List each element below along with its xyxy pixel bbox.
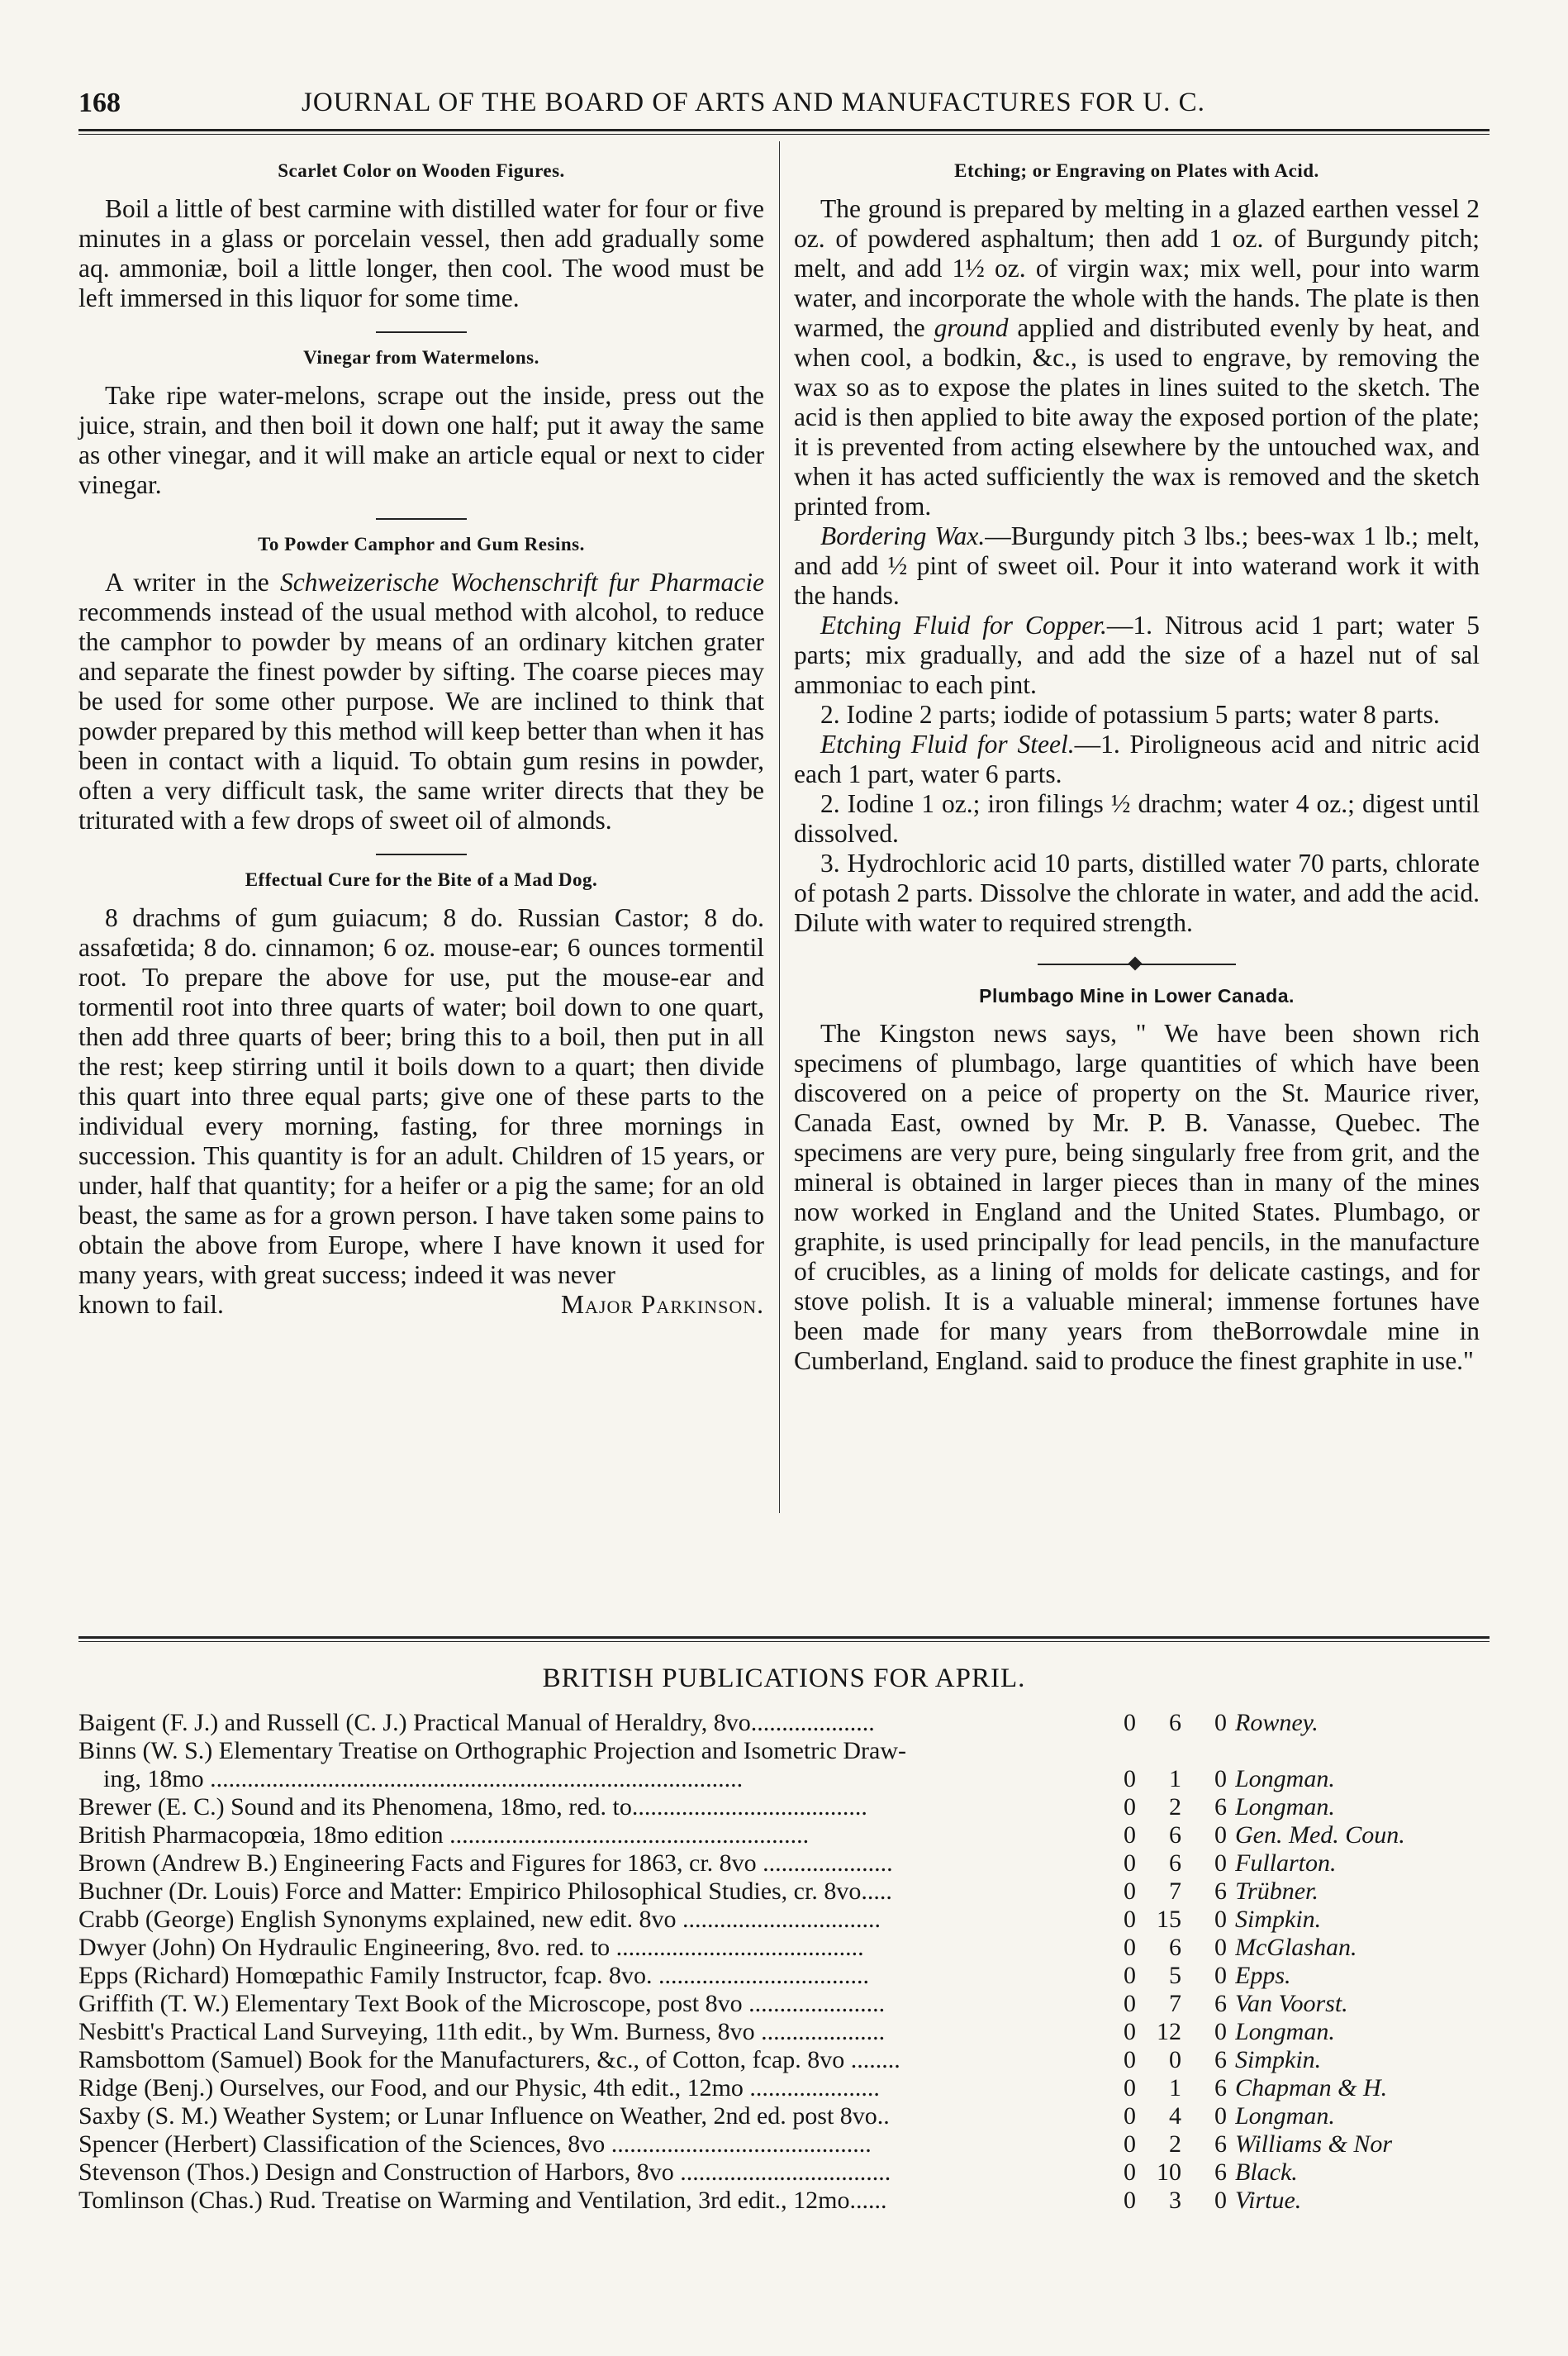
journal-name-italic: Schweizerische Wochenschrift fur Pharmacie bbox=[279, 568, 764, 597]
diamond-ornament-icon bbox=[1128, 957, 1143, 971]
column-divider bbox=[779, 141, 780, 1513]
publication-title: Spencer (Herbert) Classification of the Sciences, 8vo .......................................... bbox=[78, 2130, 872, 2158]
etching-text-end: applied and distributed evenly by heat, and when cool, a bodkin, &c., is used to engrave, by removing the wax so as to expose the plates in lines suited to the sketch. The acid is then applied to bite away the exposed portion of the plate; it is prevented from acting elsewhere by the untouched wax, and when it has acted sufficiently the wax is removed and the sketch printed from. bbox=[794, 313, 1480, 521]
page-header bbox=[78, 83, 1490, 129]
right-column bbox=[794, 146, 1480, 1376]
price-pounds: 0 bbox=[1124, 1849, 1136, 1877]
publication-title: Stevenson (Thos.) Design and Construction of Harbors, 8vo .................................. bbox=[78, 2158, 891, 2186]
price-shillings: 6 bbox=[1169, 1934, 1181, 1961]
publication-publisher: Virtue. bbox=[1235, 2187, 1302, 2214]
publication-publisher: Chapman & H. bbox=[1235, 2074, 1388, 2101]
publication-row bbox=[78, 1709, 1490, 1737]
article-title-vinegar: Vinegar from Watermelons. bbox=[303, 347, 539, 368]
section-divider bbox=[376, 518, 467, 520]
publication-publisher: Trübner. bbox=[1235, 1878, 1319, 1905]
price-pounds: 0 bbox=[1124, 1990, 1136, 2017]
publication-publisher: Fullarton. bbox=[1235, 1849, 1337, 1877]
journal-page bbox=[78, 83, 1490, 2214]
publication-title: British Pharmacopœia, 18mo edition .......................................................... bbox=[78, 1821, 810, 1849]
copper-fluid-paragraph bbox=[794, 611, 1480, 700]
copper-fluid-label: Etching Fluid for Copper. bbox=[820, 611, 1107, 640]
publication-row bbox=[78, 1849, 1490, 1878]
price-pounds: 0 bbox=[1124, 1709, 1136, 1736]
publication-row bbox=[78, 1793, 1490, 1821]
price-shillings: 15 bbox=[1157, 1906, 1181, 1933]
publication-price bbox=[1103, 2102, 1235, 2130]
publication-publisher: Rowney. bbox=[1235, 1709, 1319, 1736]
publication-title: Ridge (Benj.) Ourselves, our Food, and our Physic, 4th edit., 12mo ..................... bbox=[78, 2074, 880, 2101]
price-pence: 6 bbox=[1214, 1990, 1227, 2017]
steel-fluid-recipe-2: 2. Iodine 1 oz.; iron filings ½ drachm; water 4 oz.; digest until dissolved. bbox=[794, 789, 1480, 848]
publication-row bbox=[78, 1737, 1490, 1765]
publications-section bbox=[78, 1636, 1490, 2215]
bordering-wax-paragraph bbox=[794, 521, 1480, 611]
publication-publisher: Williams & Nor bbox=[1235, 2130, 1393, 2158]
price-pence: 0 bbox=[1214, 1849, 1227, 1877]
ornament-divider bbox=[1038, 958, 1236, 971]
publication-title: Dwyer (John) On Hydraulic Engineering, 8vo. red. to ........................................ bbox=[78, 1934, 864, 1961]
publication-row bbox=[78, 2046, 1490, 2074]
price-pence: 0 bbox=[1214, 1934, 1227, 1961]
price-shillings: 7 bbox=[1169, 1990, 1181, 2017]
price-pounds: 0 bbox=[1124, 2187, 1136, 2214]
price-shillings: 5 bbox=[1169, 1962, 1181, 1989]
price-shillings: 12 bbox=[1157, 2018, 1181, 2045]
publication-publisher: Longman. bbox=[1235, 1765, 1335, 1792]
price-pounds: 0 bbox=[1124, 2130, 1136, 2158]
price-shillings: 6 bbox=[1169, 1821, 1181, 1849]
price-pence: 6 bbox=[1214, 2158, 1227, 2186]
section-divider bbox=[376, 331, 467, 333]
publications-heading: BRITISH PUBLICATIONS FOR APRIL. bbox=[542, 1663, 1026, 1693]
price-shillings: 3 bbox=[1169, 2187, 1181, 2214]
publication-row bbox=[78, 1821, 1490, 1849]
publication-publisher: Longman. bbox=[1235, 2018, 1335, 2045]
page-number: 168 bbox=[78, 88, 121, 118]
publication-price bbox=[1103, 1793, 1235, 1821]
price-pounds: 0 bbox=[1124, 1934, 1136, 1961]
price-pounds: 0 bbox=[1124, 1793, 1136, 1821]
publication-row bbox=[78, 2074, 1490, 2102]
price-shillings: 6 bbox=[1169, 1709, 1181, 1736]
publication-publisher: Simpkin. bbox=[1235, 1906, 1322, 1933]
article-title-mad-dog: Effectual Cure for the Bite of a Mad Dog. bbox=[245, 869, 598, 890]
publication-row bbox=[78, 2187, 1490, 2215]
camphor-text-start: A writer in the bbox=[105, 568, 280, 597]
publication-title: Brown (Andrew B.) Engineering Facts and Figures for 1863, cr. 8vo ..................... bbox=[78, 1849, 893, 1877]
publication-publisher: Simpkin. bbox=[1235, 2046, 1322, 2073]
article-body-plumbago: The Kingston news says, " We have been shown rich specimens of plumbago, large quantities of which have been discovered on a peice of property on the St. Maurice river, Canada East, owned by Mr. P. B. Vanasse, Quebec. The specimens are very pure, being singularly free from grit, and the mineral is obtained in larger pieces than in many of the mines now worked in England and the United States. Plumbago, or graphite, is used principally for lead pencils, in the manufacture of crucibles, as a lining of molds for delicate castings, and for stove polish. It is a valuable mineral; immense fortunes have been made for many years from theBorrowdale mine in Cumberland, England. said to produce the finest graphite in use." bbox=[794, 1019, 1480, 1375]
publication-price bbox=[1103, 1934, 1235, 1962]
publication-row bbox=[78, 1906, 1490, 1934]
publication-publisher: Gen. Med. Coun. bbox=[1235, 1821, 1405, 1849]
publication-row bbox=[78, 2130, 1490, 2158]
price-pounds: 0 bbox=[1124, 2074, 1136, 2101]
publication-title: Tomlinson (Chas.) Rud. Treatise on Warming and Ventilation, 3rd edit., 12mo...... bbox=[78, 2187, 887, 2214]
publication-title: Griffith (T. W.) Elementary Text Book of the Microscope, post 8vo ...................... bbox=[78, 1990, 886, 2017]
article-title-plumbago: Plumbago Mine in Lower Canada. bbox=[979, 985, 1295, 1007]
price-pounds: 0 bbox=[1124, 2102, 1136, 2130]
running-title: JOURNAL OF THE BOARD OF ARTS AND MANUFACTURES FOR U. C. bbox=[302, 88, 1205, 117]
price-pence: 0 bbox=[1214, 1821, 1227, 1849]
publication-title: Brewer (E. C.) Sound and its Phenomena, 18mo, red. to...................................... bbox=[78, 1793, 867, 1821]
price-pounds: 0 bbox=[1124, 1962, 1136, 1989]
publication-title: Baigent (F. J.) and Russell (C. J.) Practical Manual of Heraldry, 8vo.................... bbox=[78, 1709, 875, 1736]
article-body-camphor bbox=[78, 568, 764, 835]
article-title-etching: Etching; or Engraving on Plates with Acid. bbox=[954, 160, 1319, 181]
article-columns bbox=[78, 135, 1490, 1556]
publication-row bbox=[78, 1962, 1490, 1990]
price-pence: 0 bbox=[1214, 2018, 1227, 2045]
publication-title: Nesbitt's Practical Land Surveying, 11th edit., by Wm. Burness, 8vo .................... bbox=[78, 2018, 886, 2045]
publication-price bbox=[1103, 1821, 1235, 1849]
publication-title: ing, 18mo ...................................................................................... bbox=[103, 1765, 744, 1792]
price-pence: 0 bbox=[1214, 1709, 1227, 1736]
publication-price bbox=[1103, 2187, 1235, 2215]
publication-title: Epps (Richard) Homœpathic Family Instructor, fcap. 8vo. .................................. bbox=[78, 1962, 869, 1989]
price-pounds: 0 bbox=[1124, 1906, 1136, 1933]
price-pence: 0 bbox=[1214, 1765, 1227, 1792]
price-pence: 6 bbox=[1214, 2046, 1227, 2073]
article-body-scarlet-color: Boil a little of best carmine with distilled water for four or five minutes in a glass or porcelain vessel, then add gradually some aq. ammoniæ, boil a little longer, then cool. The wood must be left immersed in this liquor for some time. bbox=[78, 194, 764, 312]
steel-fluid-recipe-3: 3. Hydrochloric acid 10 parts, distilled water 70 parts, chlorate of potash 2 parts. Dissolve the chlorate in water, and add the acid. Dilute with water to required strength. bbox=[794, 849, 1480, 937]
publication-price bbox=[1103, 1765, 1235, 1793]
price-pence: 0 bbox=[1214, 2102, 1227, 2130]
etching-text-start: The ground is prepared by melting in a glazed earthen vessel 2 oz. of powdered asphaltum; then add 1 oz. of Burgundy pitch; melt, and add 1½ oz. of virgin wax; mix well, pour into warm water, and incorporate the whole with the hands. The plate is then warmed, the bbox=[794, 194, 1480, 342]
price-pence: 6 bbox=[1214, 1878, 1227, 1905]
price-shillings: 2 bbox=[1169, 2130, 1181, 2158]
publication-title: Saxby (S. M.) Weather System; or Lunar Influence on Weather, 2nd ed. post 8vo.. bbox=[78, 2102, 890, 2130]
article-closing-text: known to fail. bbox=[78, 1290, 224, 1319]
publication-row bbox=[78, 1765, 1490, 1793]
article-title-scarlet-color: Scarlet Color on Wooden Figures. bbox=[278, 160, 565, 181]
publication-publisher: Van Voorst. bbox=[1235, 1990, 1348, 2017]
price-pence: 0 bbox=[1214, 1906, 1227, 1933]
price-shillings: 4 bbox=[1169, 2102, 1181, 2130]
publication-row bbox=[78, 2018, 1490, 2046]
bordering-wax-text: —Burgundy pitch 3 lbs.; bees-wax 1 lb.; melt, and add ½ pint of sweet oil. Pour it into waterand work it with the hands. bbox=[794, 521, 1480, 610]
steel-fluid-text: —1. Piroligneous acid and nitric acid each 1 part, water 6 parts. bbox=[794, 730, 1480, 788]
publication-price bbox=[1103, 1906, 1235, 1934]
price-pounds: 0 bbox=[1124, 1878, 1136, 1905]
publication-row bbox=[78, 1878, 1490, 1906]
section-divider bbox=[376, 854, 467, 855]
publication-publisher: McGlashan. bbox=[1235, 1934, 1357, 1961]
price-pounds: 0 bbox=[1124, 1765, 1136, 1792]
price-pence: 6 bbox=[1214, 1793, 1227, 1821]
article-body-vinegar: Take ripe water-melons, scrape out the inside, press out the juice, strain, and then boil it down one half; put it away the same as other vinegar, and it will make an article equal or next to cider vinegar. bbox=[78, 381, 764, 499]
publication-price bbox=[1103, 1849, 1235, 1878]
price-pounds: 0 bbox=[1124, 2018, 1136, 2045]
copper-fluid-text: —1. Nitrous acid 1 part; water 5 parts; mix gradually, and add the size of a hazel nut of sal ammoniac to each pint. bbox=[794, 611, 1480, 699]
publication-price bbox=[1103, 2046, 1235, 2074]
publication-price bbox=[1103, 2158, 1235, 2187]
publication-price bbox=[1103, 2074, 1235, 2102]
price-pence: 0 bbox=[1214, 1962, 1227, 1989]
price-shillings: 10 bbox=[1157, 2158, 1181, 2186]
publication-row bbox=[78, 2102, 1490, 2130]
price-shillings: 7 bbox=[1169, 1878, 1181, 1905]
publication-title: Binns (W. S.) Elementary Treatise on Orthographic Projection and Isometric Draw- bbox=[78, 1737, 907, 1764]
publication-price bbox=[1103, 1709, 1235, 1737]
publication-price bbox=[1103, 2130, 1235, 2158]
publication-publisher: Black. bbox=[1235, 2158, 1298, 2186]
bordering-wax-label: Bordering Wax. bbox=[820, 521, 986, 550]
article-body-etching bbox=[794, 194, 1480, 521]
price-pence: 6 bbox=[1214, 2130, 1227, 2158]
publication-title: Buchner (Dr. Louis) Force and Matter: Empirico Philosophical Studies, cr. 8vo..... bbox=[78, 1878, 892, 1905]
publication-price bbox=[1103, 1962, 1235, 1990]
price-pounds: 0 bbox=[1124, 1821, 1136, 1849]
price-pounds: 0 bbox=[1124, 2158, 1136, 2186]
price-pounds: 0 bbox=[1124, 2046, 1136, 2073]
steel-fluid-label: Etching Fluid for Steel. bbox=[820, 730, 1075, 759]
camphor-text-end: recommends instead of the usual method with alcohol, to reduce the camphor to powder by means of an ordinary kitchen grater and separate the finest powder by sifting. The coarse pieces may be used for some other purpose. We are inclined to think that powder prepared by this method will keep better than when it has been in contact with a liquid. To obtain gum resins in powder, often a very difficult task, the same writer directs that they be triturated with a few drops of sweet oil of almonds. bbox=[78, 597, 764, 835]
header-rule bbox=[78, 129, 1490, 135]
publication-publisher: Longman. bbox=[1235, 2102, 1335, 2130]
price-shillings: 1 bbox=[1169, 1765, 1181, 1792]
price-shillings: 2 bbox=[1169, 1793, 1181, 1821]
publication-price bbox=[1103, 1990, 1235, 2018]
publications-list bbox=[78, 1709, 1490, 2215]
article-signature-line bbox=[78, 1290, 764, 1320]
publication-price bbox=[1103, 2018, 1235, 2046]
ground-italic: ground bbox=[934, 313, 1009, 342]
author-signature: Major Parkinson. bbox=[561, 1290, 764, 1319]
price-pence: 0 bbox=[1214, 2187, 1227, 2214]
price-shillings: 0 bbox=[1169, 2046, 1181, 2073]
publication-price bbox=[1103, 1878, 1235, 1906]
steel-fluid-paragraph bbox=[794, 730, 1480, 789]
article-body-mad-dog: 8 drachms of gum guiacum; 8 do. Russian Castor; 8 do. assafœtida; 8 do. cinnamon; 6 oz. mouse-ear; 6 ounces tormentil root. To prepare the above for use, put the mouse-ear and tormentil root into three quarts of water; boil down to one quart, then add three quarts of beer; bring this to a boil, then put in all the rest; keep stirring until it boils down to a quart; then divide this quart into three equal parts; give one of these parts to the individual every morning, fasting, for three mornings in succession. This quantity is for an adult. Children of 15 years, or under, half that quantity; for a heifer or a pig the same; for an old beast, the same as for a grown person. I have taken some pains to obtain the above from Europe, where I have known it used for many years, with great success; indeed it was never bbox=[78, 903, 764, 1289]
publication-row bbox=[78, 1990, 1490, 2018]
publication-row bbox=[78, 2158, 1490, 2187]
price-pence: 6 bbox=[1214, 2074, 1227, 2101]
left-column bbox=[78, 146, 764, 1320]
publication-publisher: Epps. bbox=[1235, 1962, 1291, 1989]
price-shillings: 6 bbox=[1169, 1849, 1181, 1877]
publication-title: Ramsbottom (Samuel) Book for the Manufacturers, &c., of Cotton, fcap. 8vo ........ bbox=[78, 2046, 900, 2073]
publications-rule bbox=[78, 1636, 1490, 1642]
publication-title: Crabb (George) English Synonyms explained, new edit. 8vo ................................ bbox=[78, 1906, 881, 1933]
article-title-camphor: To Powder Camphor and Gum Resins. bbox=[258, 534, 585, 554]
price-shillings: 1 bbox=[1169, 2074, 1181, 2101]
copper-fluid-recipe-2: 2. Iodine 2 parts; iodide of potassium 5 parts; water 8 parts. bbox=[820, 700, 1440, 729]
publication-publisher: Longman. bbox=[1235, 1793, 1335, 1821]
publication-row bbox=[78, 1934, 1490, 1962]
